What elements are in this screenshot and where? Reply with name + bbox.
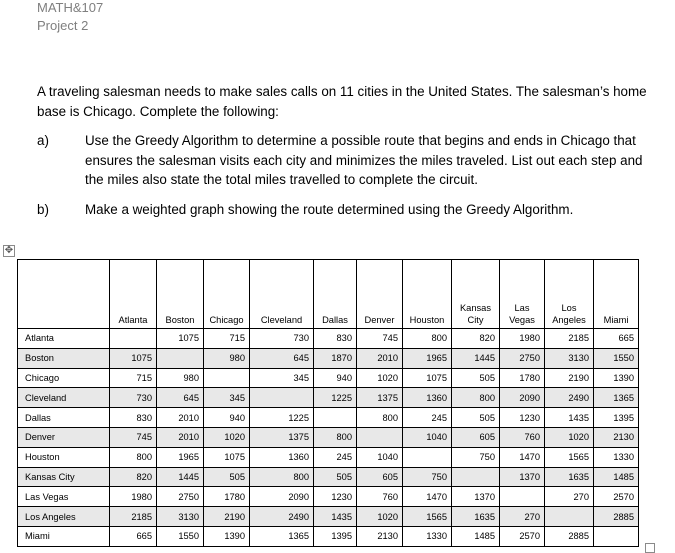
distance-cell: [157, 348, 204, 368]
list-item-text: Make a weighted graph showing the route determined using the Greedy Algorithm.: [85, 202, 574, 217]
table-row: [18, 447, 639, 467]
table-move-handle-icon[interactable]: ✥: [4, 245, 14, 256]
distance-cell: 1360: [403, 388, 452, 408]
distance-cell: 2185: [110, 507, 157, 527]
column-header: Boston: [157, 260, 204, 329]
row-header-city: Kansas City: [18, 467, 110, 487]
distance-cell: 800: [403, 329, 452, 349]
distance-cell: 1485: [594, 467, 639, 487]
row-header-city: Cleveland: [18, 388, 110, 408]
distance-cell: [110, 329, 157, 349]
distance-cell: 2010: [157, 427, 204, 447]
row-header-city: Houston: [18, 447, 110, 467]
table-corner-cell: [18, 260, 110, 329]
row-header-city: Los Angeles: [18, 507, 110, 527]
distance-cell: 1470: [403, 487, 452, 507]
distance-cell: 760: [357, 487, 403, 507]
distance-cell: 1365: [594, 388, 639, 408]
distance-cell: 1075: [204, 447, 250, 467]
distance-cell: 1390: [594, 368, 639, 388]
distance-cell: 1225: [314, 388, 357, 408]
table-row: [18, 388, 639, 408]
distance-cell: 760: [500, 427, 545, 447]
distance-cell: 2190: [545, 368, 594, 388]
distance-cell: 1445: [452, 348, 500, 368]
distance-cell: 1980: [500, 329, 545, 349]
distance-cell: 715: [110, 368, 157, 388]
distance-cell: 1470: [500, 447, 545, 467]
distance-cell: [403, 447, 452, 467]
column-header: Atlanta: [110, 260, 157, 329]
distance-cell: 505: [452, 408, 500, 428]
row-header-city: Denver: [18, 427, 110, 447]
distance-cell: 1635: [452, 507, 500, 527]
table-row: [18, 487, 639, 507]
distance-cell: 2190: [204, 507, 250, 527]
distance-cell: 1965: [403, 348, 452, 368]
distance-cell: 270: [545, 487, 594, 507]
column-header: Las Vegas: [500, 260, 545, 329]
distance-cell: 800: [110, 447, 157, 467]
distance-cell: 830: [314, 329, 357, 349]
distance-cell: [452, 467, 500, 487]
distance-cell: 2570: [500, 526, 545, 546]
distance-cell: 730: [250, 329, 314, 349]
distance-cell: 2885: [545, 526, 594, 546]
table-row: [18, 507, 639, 527]
distance-cell: [250, 388, 314, 408]
distance-cell: 2185: [545, 329, 594, 349]
distance-cell: 1075: [403, 368, 452, 388]
distance-cell: 1780: [204, 487, 250, 507]
distance-cell: 1020: [357, 368, 403, 388]
distance-cell: 505: [204, 467, 250, 487]
row-header-city: Las Vegas: [18, 487, 110, 507]
distance-cell: 2570: [594, 487, 639, 507]
distance-cell: 1040: [357, 447, 403, 467]
distance-cell: 245: [403, 408, 452, 428]
distance-cell: 830: [110, 408, 157, 428]
table-header-row: [18, 260, 639, 329]
distance-cell: 270: [500, 507, 545, 527]
distance-cell: 750: [403, 467, 452, 487]
row-header-city: Boston: [18, 348, 110, 368]
table-row: [18, 526, 639, 546]
distance-cell: 1375: [357, 388, 403, 408]
intro-paragraph: A traveling salesman needs to make sales calls on 11 cities in the United States. The salesman’s home base is Chicago. Complete the following:: [37, 84, 647, 119]
distance-cell: 3130: [545, 348, 594, 368]
distance-cell: 800: [452, 388, 500, 408]
distance-cell: 605: [357, 467, 403, 487]
distance-cell: 2750: [157, 487, 204, 507]
list-item-text: Use the Greedy Algorithm to determine a possible route that begins and ends in Chicago that ensures the salesman visits each city and minimizes the miles traveled. List out each step and the miles also state the total miles travelled to complete the circuit.: [85, 133, 643, 187]
distance-cell: 2885: [594, 507, 639, 527]
column-header: Denver: [357, 260, 403, 329]
distance-cell: 3130: [157, 507, 204, 527]
distance-cell: 1395: [594, 408, 639, 428]
distance-cell: 745: [357, 329, 403, 349]
distance-cell: 940: [204, 408, 250, 428]
distance-table: [17, 259, 639, 547]
distance-cell: 245: [314, 447, 357, 467]
list-item-label: b): [37, 202, 49, 217]
distance-cell: 1230: [314, 487, 357, 507]
column-header: Chicago: [204, 260, 250, 329]
distance-cell: 1550: [157, 526, 204, 546]
distance-cell: 1435: [545, 408, 594, 428]
distance-cell: 1230: [500, 408, 545, 428]
distance-cell: 1565: [403, 507, 452, 527]
table-row: [18, 368, 639, 388]
distance-cell: 940: [314, 368, 357, 388]
distance-cell: 1020: [357, 507, 403, 527]
distance-cell: 1020: [204, 427, 250, 447]
distance-cell: 1390: [204, 526, 250, 546]
distance-cell: 665: [110, 526, 157, 546]
distance-cell: 1370: [500, 467, 545, 487]
distance-cell: 750: [452, 447, 500, 467]
table-body: [18, 329, 639, 547]
distance-cell: 605: [452, 427, 500, 447]
distance-cell: 1360: [250, 447, 314, 467]
distance-cell: 1375: [250, 427, 314, 447]
distance-cell: 645: [250, 348, 314, 368]
distance-cell: [500, 487, 545, 507]
distance-cell: 1780: [500, 368, 545, 388]
list-item-label: a): [37, 133, 49, 148]
distance-cell: 800: [250, 467, 314, 487]
course-title: MATH&107: [37, 0, 104, 15]
distance-cell: 1445: [157, 467, 204, 487]
column-header: Houston: [403, 260, 452, 329]
distance-cell: 2490: [545, 388, 594, 408]
distance-cell: 1980: [110, 487, 157, 507]
distance-cell: 800: [314, 427, 357, 447]
distance-cell: [594, 526, 639, 546]
distance-cell: 1365: [250, 526, 314, 546]
distance-cell: 2010: [157, 408, 204, 428]
distance-cell: 730: [110, 388, 157, 408]
distance-cell: 505: [452, 368, 500, 388]
distance-cell: 1635: [545, 467, 594, 487]
column-header: Miami: [594, 260, 639, 329]
distance-cell: 1550: [594, 348, 639, 368]
row-header-city: Atlanta: [18, 329, 110, 349]
distance-cell: 1075: [157, 329, 204, 349]
distance-cell: 2090: [250, 487, 314, 507]
table-row: [18, 348, 639, 368]
distance-cell: 1965: [157, 447, 204, 467]
distance-cell: 1485: [452, 526, 500, 546]
distance-cell: 345: [204, 388, 250, 408]
distance-cell: 645: [157, 388, 204, 408]
distance-cell: [357, 427, 403, 447]
column-header: Los Angeles: [545, 260, 594, 329]
distance-cell: [204, 368, 250, 388]
distance-cell: 715: [204, 329, 250, 349]
distance-cell: 820: [452, 329, 500, 349]
distance-cell: 745: [110, 427, 157, 447]
distance-cell: 2750: [500, 348, 545, 368]
project-title: Project 2: [37, 18, 89, 33]
distance-cell: 820: [110, 467, 157, 487]
distance-cell: 2130: [357, 526, 403, 546]
distance-cell: 1395: [314, 526, 357, 546]
distance-cell: 345: [250, 368, 314, 388]
distance-cell: 505: [314, 467, 357, 487]
distance-cell: 2490: [250, 507, 314, 527]
table-row: [18, 408, 639, 428]
distance-cell: 1435: [314, 507, 357, 527]
distance-cell: 2090: [500, 388, 545, 408]
distance-cell: 2130: [594, 427, 639, 447]
distance-cell: 665: [594, 329, 639, 349]
distance-cell: 1870: [314, 348, 357, 368]
column-header: Kansas City: [452, 260, 500, 329]
distance-cell: 2010: [357, 348, 403, 368]
distance-cell: 1075: [110, 348, 157, 368]
distance-cell: 980: [204, 348, 250, 368]
table-row: [18, 427, 639, 447]
row-header-city: Dallas: [18, 408, 110, 428]
distance-cell: 1330: [594, 447, 639, 467]
distance-cell: 800: [357, 408, 403, 428]
distance-cell: 1225: [250, 408, 314, 428]
table-row: [18, 467, 639, 487]
distance-cell: [314, 408, 357, 428]
distance-cell: 1330: [403, 526, 452, 546]
row-header-city: Miami: [18, 526, 110, 546]
row-header-city: Chicago: [18, 368, 110, 388]
distance-cell: 1040: [403, 427, 452, 447]
distance-cell: 1370: [452, 487, 500, 507]
table-row: [18, 329, 639, 349]
distance-cell: 980: [157, 368, 204, 388]
distance-cell: 1565: [545, 447, 594, 467]
column-header: Dallas: [314, 260, 357, 329]
distance-cell: 1020: [545, 427, 594, 447]
distance-cell: [545, 507, 594, 527]
column-header: Cleveland: [250, 260, 314, 329]
